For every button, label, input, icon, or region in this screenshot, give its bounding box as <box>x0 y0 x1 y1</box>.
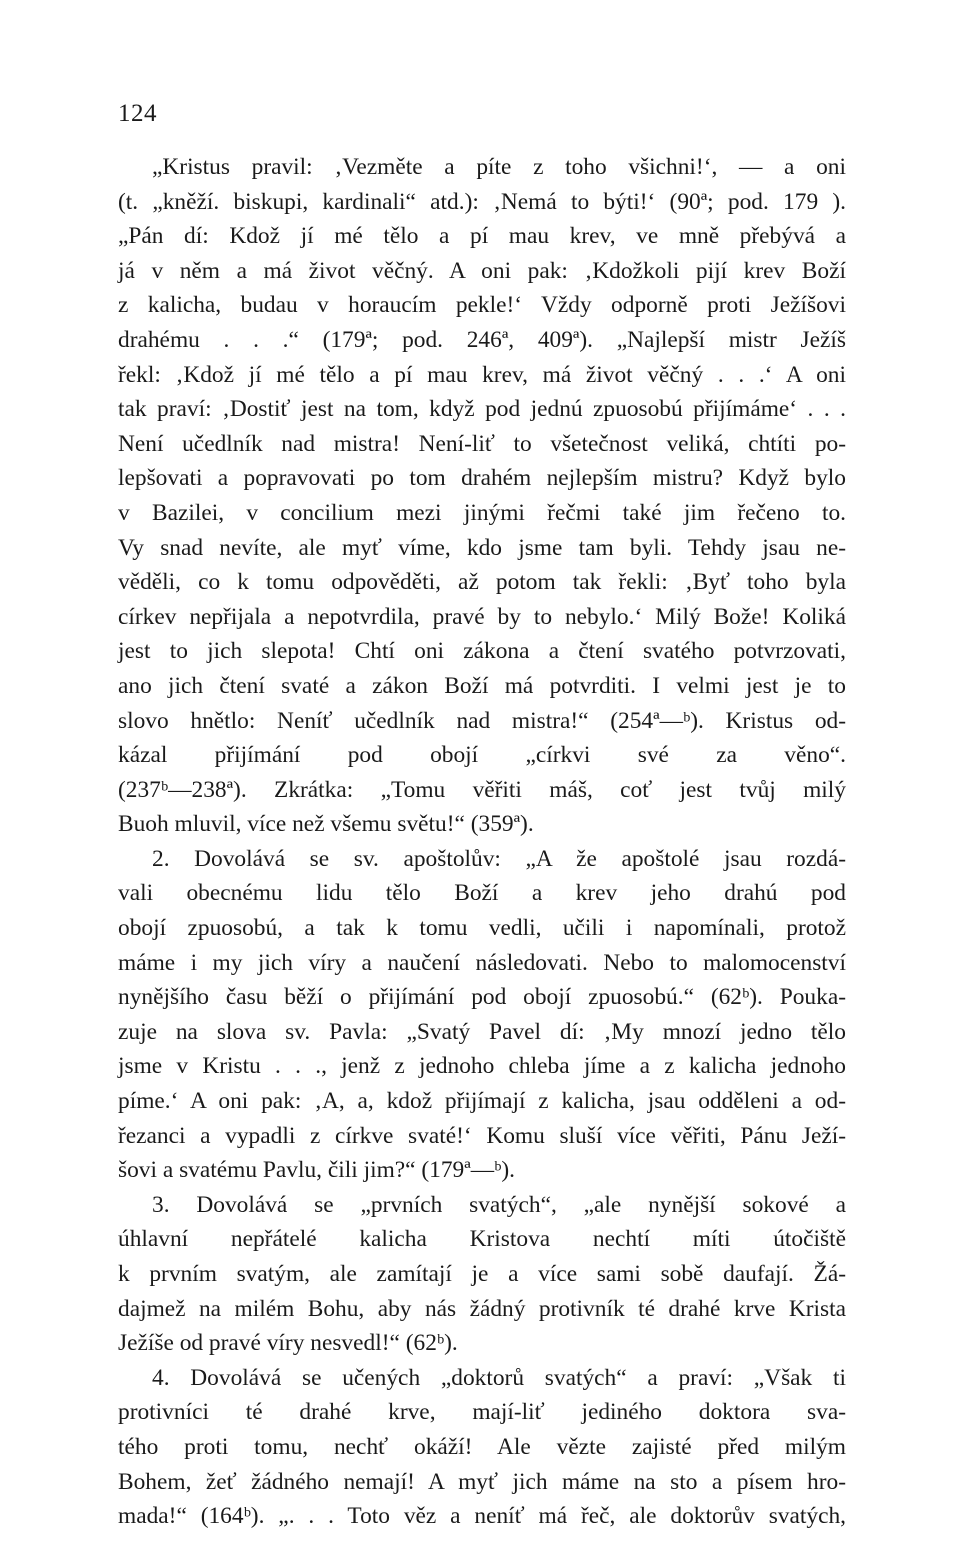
text-line: řekl: ‚Kdož jí mé tělo a pí mau krev, má život věčný . . .‘ A oni <box>118 361 846 388</box>
text-line: „Kristus pravil: ‚Vezměte a píte z toho všichni!‘, — a oni <box>152 154 846 180</box>
body-text <box>118 150 846 1534</box>
text-line: lepšovati a popravovati po tom drahém nejlepším mistru? Když bylo <box>118 465 846 492</box>
text-line: dajmež na milém Bohu, aby nás žádný protivník té drahé krve Krista <box>118 1295 846 1322</box>
text-line: řezanci a vypadli z církve svaté!‘ Komu sluší více věřiti, Pánu Ježí- <box>118 1122 846 1149</box>
text-line: drahému . . .“ (179ª; pod. 246ª, 409ª). „Najlepší mistr Ježíš <box>118 326 846 353</box>
text-line: kázal přijímání pod obojí „církvi své za věno“. <box>118 742 846 769</box>
text-line: šovi a svatému Pavlu, čili jim?“ (179ª—ᵇ). <box>118 1157 515 1184</box>
text-line: „Pán dí: Kdož jí mé tělo a pí mau krev, ve mně přebývá a <box>118 223 846 250</box>
text-line: píme.‘ A oni pak: ‚A, a, kdož přijímají z kalicha, jsau odděleni a od- <box>118 1088 846 1115</box>
text-line: (237ᵇ—238ª). Zkrátka: „Tomu věřiti máš, coť jest tvůj milý <box>118 776 846 803</box>
text-line: Vy snad nevíte, ale myť víme, kdo jsme tam byli. Tehdy jsau ne- <box>118 534 846 561</box>
text-line: 2. Dovolává se sv. apoštolův: „A že apoštolé jsau rozdá- <box>152 845 846 872</box>
text-line: věděli, co k tomu odpověděti, až potom tak řekli: ‚Byť toho byla <box>118 569 846 596</box>
text-line: (t. „kněží. biskupi, kardinali“ atd.): ‚Nemá to býti!‘ (90ª; pod. 179 ). <box>118 188 846 215</box>
text-line: vali obecnému lidu tělo Boží a krev jeho drahú pod <box>118 880 846 907</box>
text-line: Bohem, žeť žádného nemají! A myť jich máme na sto a písem hro- <box>118 1468 846 1495</box>
page-number: 124 <box>118 100 157 127</box>
text-line: jest to jich slepota! Chtí oni zákona a čtení svatého potvrzovati, <box>118 638 846 665</box>
text-line: z kalicha, budau v horaucím pekle!‘ Vždy odporně proti Ježíšovi <box>118 292 846 319</box>
text-line: k prvním svatým, ale zamítají je a více sami sobě daufají. Žá- <box>118 1261 846 1287</box>
text-line: tého proti tomu, nechť okáží! Ale vězte zajisté před milým <box>118 1433 846 1460</box>
text-line: slovo hnětlo: Neníť učedlník nad mistra!“ (254ª—ᵇ). Kristus od- <box>118 707 846 734</box>
text-line: Není učedlník nad mistra! Není-liť to všetečnost veliká, chtíti po- <box>118 430 846 457</box>
text-line: ano jich čtení svaté a zákon Boží má potvrditi. I velmi jest je to <box>118 672 846 699</box>
text-line: církev nepřijala a nepotvrdila, pravé by to nebylo.‘ Milý Bože! Koliká <box>118 603 846 630</box>
text-line: zuje na slova sv. Pavla: „Svatý Pavel dí: ‚My mnozí jedno tělo <box>118 1018 846 1045</box>
text-line: Ježíše od pravé víry nesvedl!“ (62ᵇ). <box>118 1330 458 1357</box>
text-line: úhlavní nepřátelé kalicha Kristova nechtí míti útočiště <box>118 1226 846 1253</box>
text-line: nynějšího času běží o přijímání pod obojí zpuosobú.“ (62ᵇ). Pouka- <box>118 984 846 1011</box>
text-line: 3. Dovolává se „prvních svatých“, „ale nynější sokové a <box>152 1191 846 1218</box>
text-line: tak praví: ‚Dostiť jest na tom, když pod jednú zpuosobú přijímáme‘ . . . <box>118 396 846 423</box>
text-line: mada!“ (164ᵇ). „. . . Toto věz a neníť má řeč, ale doktorův svatých, <box>118 1503 846 1530</box>
text-line: Buoh mluvil, více než všemu světu!“ (359ª). <box>118 811 534 838</box>
text-line: v Bazilei, v concilium mezi jinými řečmi také jim řečeno to. <box>118 499 846 526</box>
text-line: máme i my jich víry a naučení následovati. Nebo to malomocenství <box>118 949 846 976</box>
text-line: obojí zpuosobú, a tak k tomu vedli, učili i napomínali, protož <box>118 915 846 942</box>
text-line: já v něm a má život věčný. A oni pak: ‚Kdožkoli pijí krev Boží <box>118 257 846 284</box>
text-line: protivníci té drahé krve, mají-liť jediného doktora sva- <box>118 1399 846 1426</box>
text-line: 4. Dovolává se učených „doktorů svatých“ a praví: „Však ti <box>152 1364 846 1391</box>
text-line: jsme v Kristu . . ., jenž z jednoho chleba jíme a z kalicha jednoho <box>118 1053 846 1080</box>
